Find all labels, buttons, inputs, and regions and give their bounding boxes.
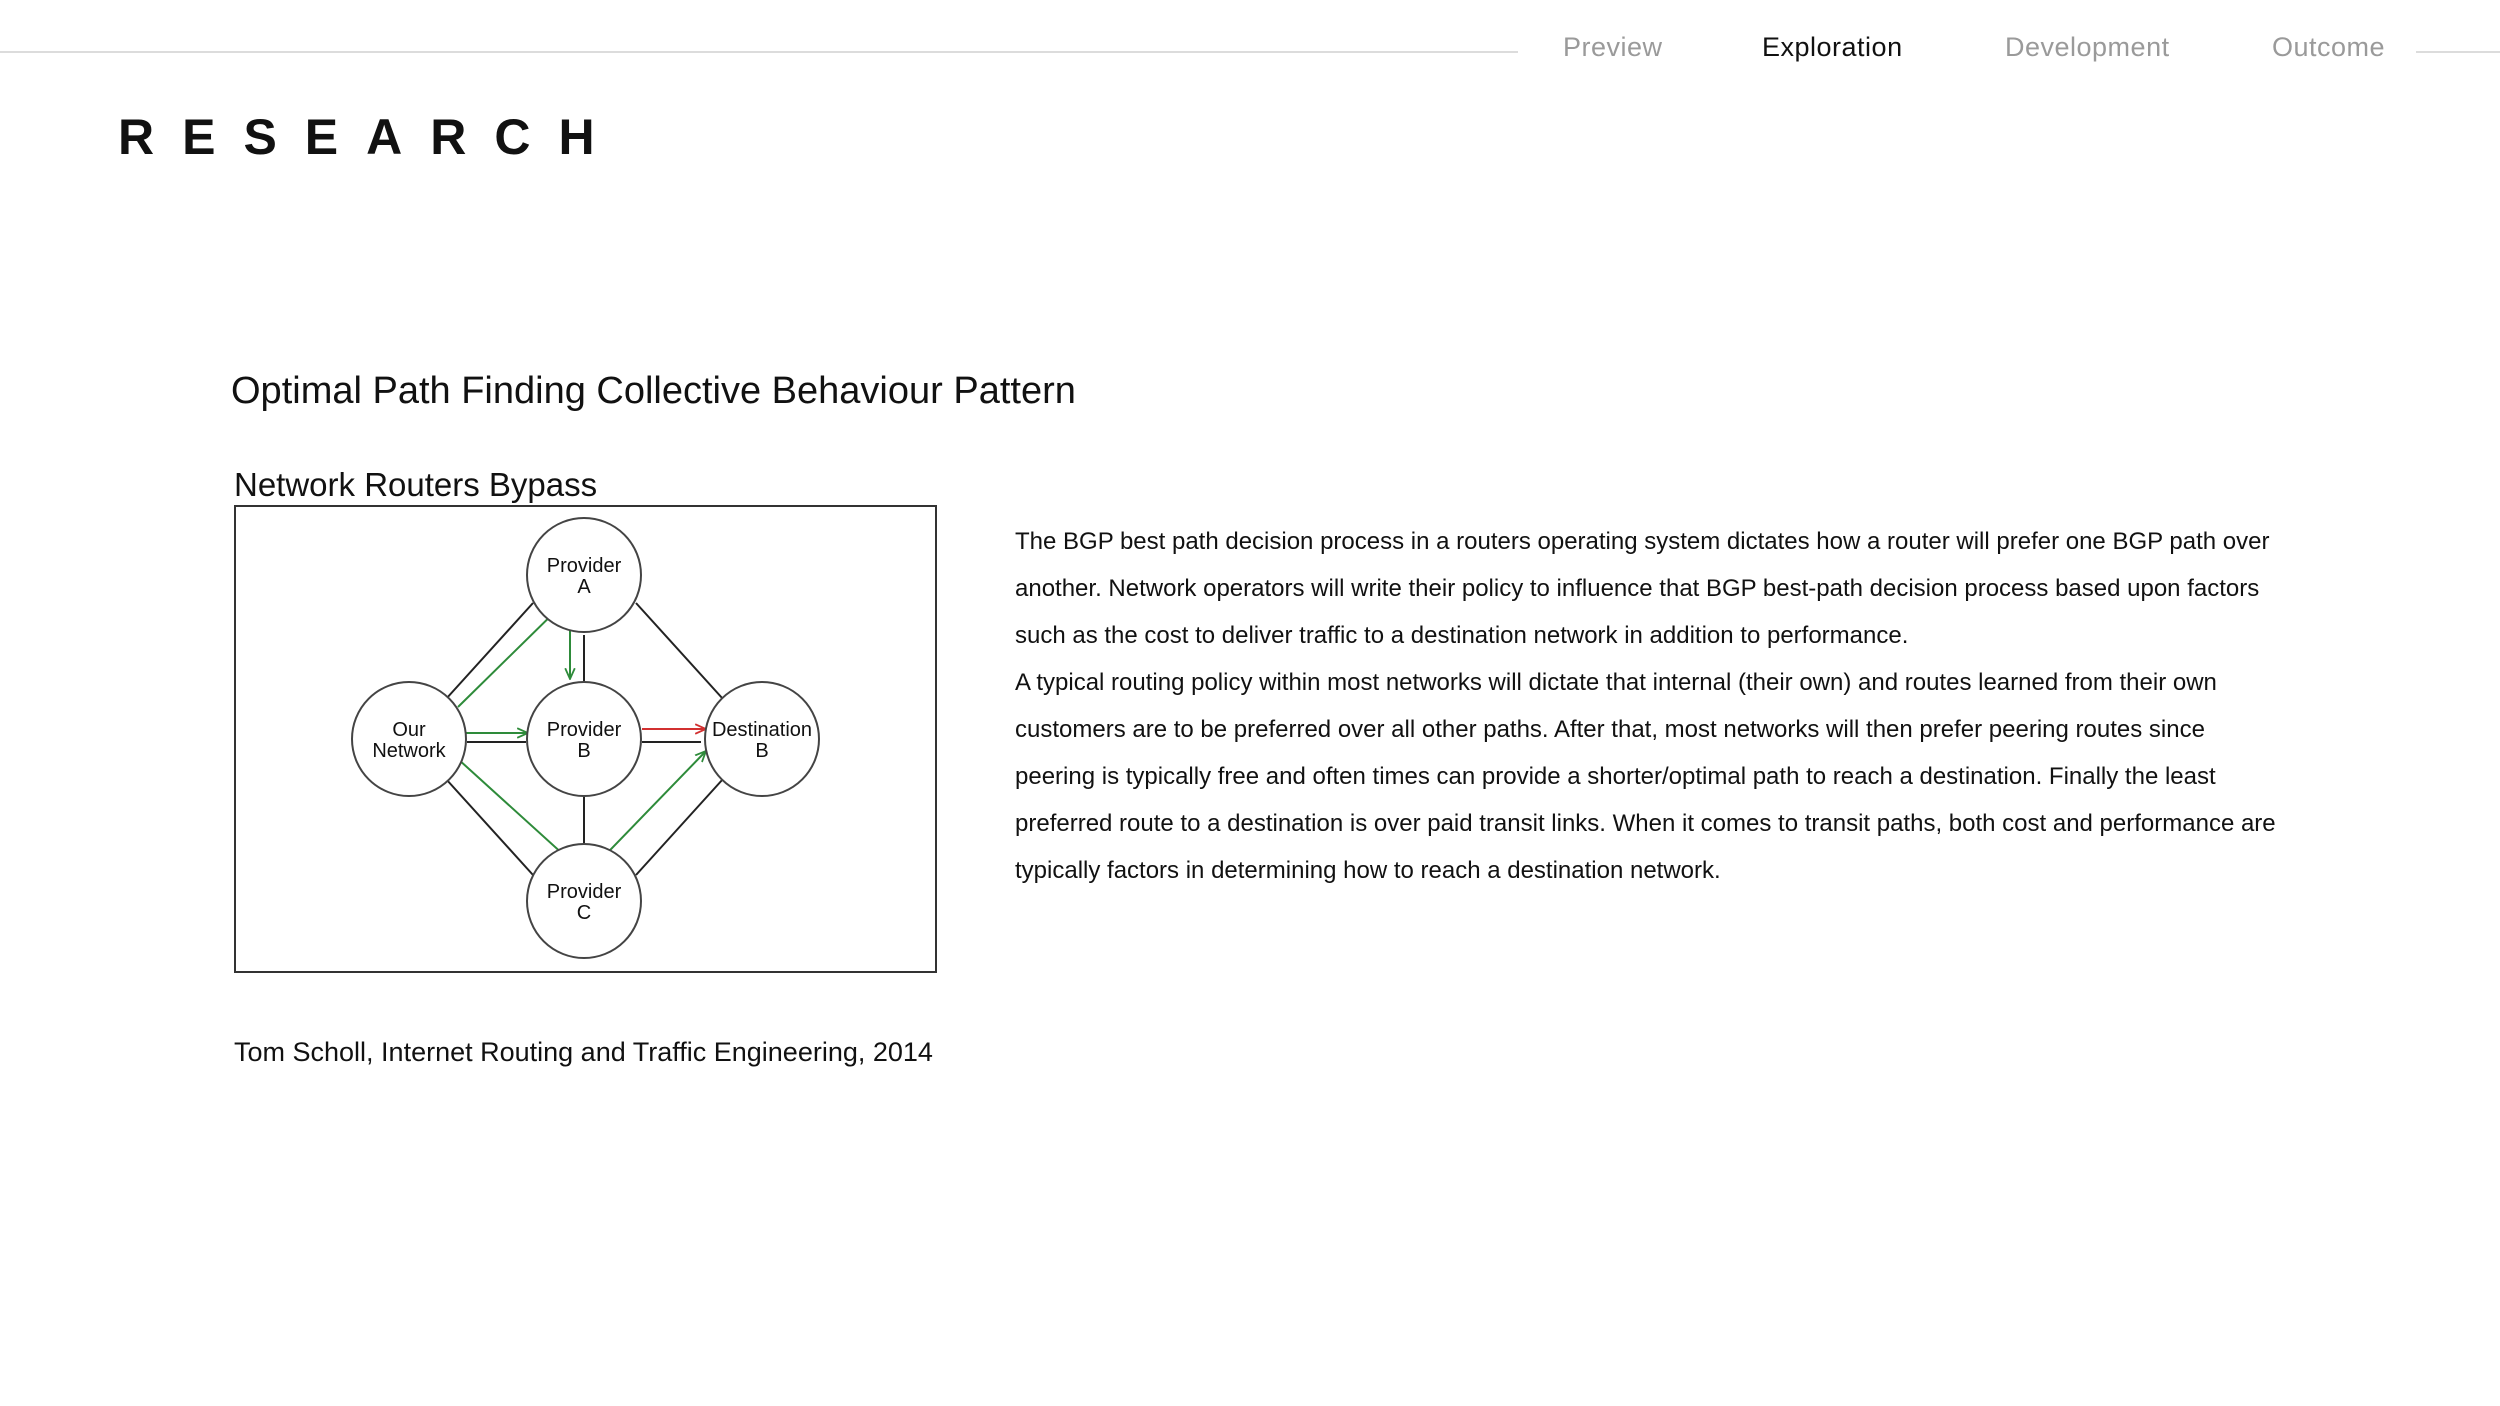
diagram-title: Network Routers Bypass	[234, 466, 598, 503]
diagram-citation: Tom Scholl, Internet Routing and Traffic Engineering, 2014	[234, 1037, 933, 1067]
node-label: Provider	[546, 555, 622, 577]
nav-item-outcome[interactable]: Outcome	[2272, 32, 2386, 62]
link-our-to-provider-c	[446, 779, 533, 875]
node-provider-b	[527, 682, 641, 796]
body-paragraph: The BGP best path decision process in a routers operating system dictates how a router will prefer one BGP path over another. Network operators will write their policy to influence that BGP best-path decision process based upon factors such as the cost to deliver traffic to a destination network in addition to performance.	[1015, 528, 2270, 649]
network-diagram	[234, 505, 937, 973]
node-our-network	[352, 682, 466, 796]
nav-item-development[interactable]: Development	[2005, 32, 2170, 62]
nav-item-preview[interactable]: Preview	[1563, 32, 1663, 62]
node-label: Provider	[546, 719, 622, 741]
network-diagram-svg	[236, 507, 935, 971]
node-label: Our	[392, 719, 426, 741]
node-label: B	[577, 740, 591, 762]
node-label: B	[755, 740, 769, 762]
link-our-to-provider-a	[446, 603, 533, 699]
header-divider-left	[0, 51, 1518, 53]
section-heading: RESEARCH	[118, 109, 623, 165]
header-divider-right	[2416, 51, 2500, 53]
page-title: Optimal Path Finding Collective Behaviour Pattern	[231, 370, 1076, 412]
nav-item-exploration[interactable]: Exploration	[1762, 32, 1903, 62]
node-destination-b	[705, 682, 819, 796]
link-provider-c-to-destination	[636, 779, 723, 875]
node-provider-c	[527, 844, 641, 958]
node-label: Destination	[711, 719, 813, 741]
node-label: A	[577, 576, 591, 598]
node-label: C	[576, 902, 592, 924]
link-provider-a-to-destination	[636, 603, 723, 699]
node-label: Provider	[546, 881, 622, 903]
node-provider-a	[527, 518, 641, 632]
body-paragraph: A typical routing policy within most networks will dictate that internal (their own) and routes learned from their own customers are to be preferred over all other paths. After that, most networks will then prefer peering routes since peering is typically free and often times can provide a shorter/optimal path to reach a destination. Finally the least preferred route to a destination is over paid transit links. When it comes to transit paths, both cost and performance are typically factors in determining how to reach a destination network.	[1015, 669, 2276, 884]
body-text	[1015, 518, 2285, 894]
node-label: Network	[372, 740, 446, 762]
